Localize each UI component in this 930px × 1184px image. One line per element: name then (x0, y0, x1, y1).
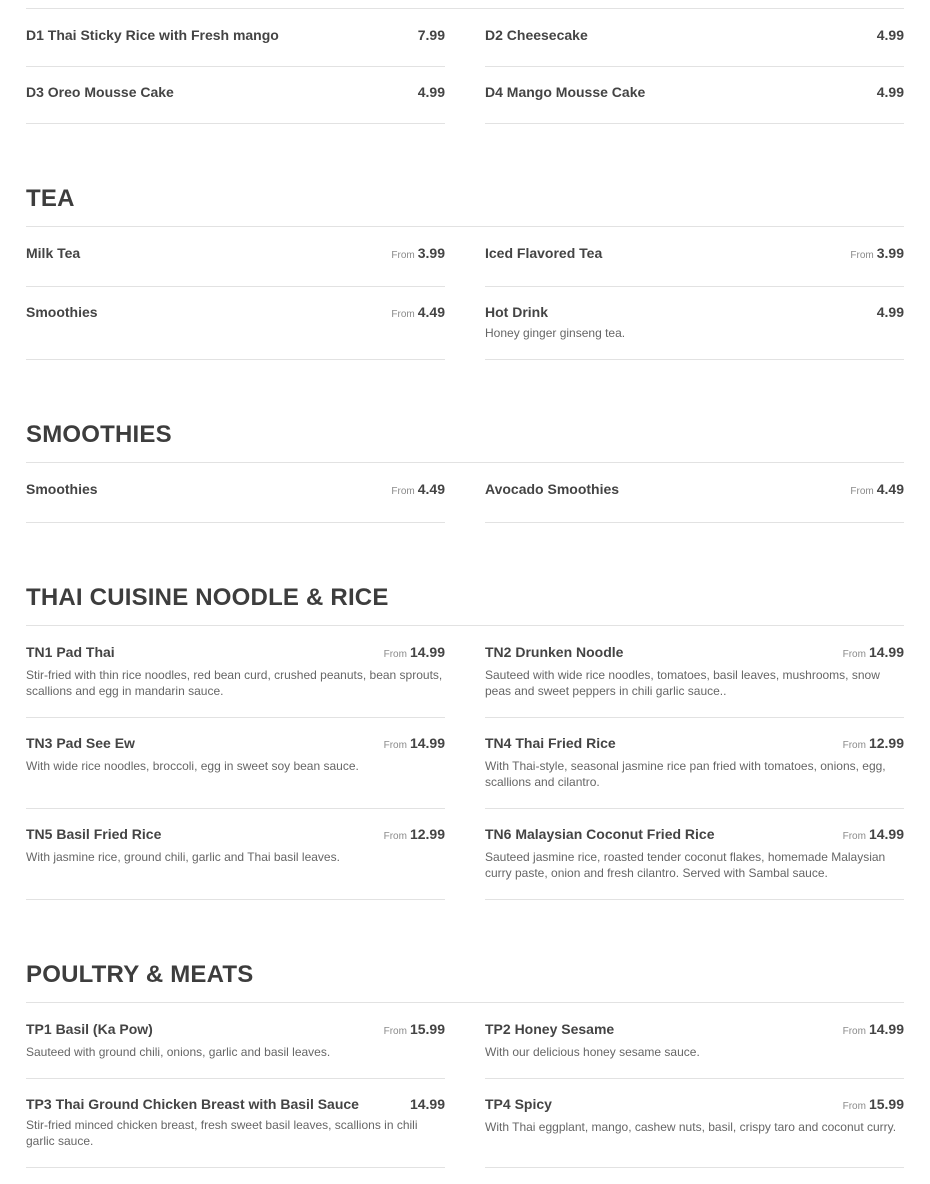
menu-item-iced-flavored-tea[interactable] (485, 244, 904, 263)
from-label: From (842, 831, 866, 842)
divider (485, 717, 904, 718)
item-price: 4.49 (876, 481, 904, 497)
menu-item-smoothies[interactable] (26, 480, 445, 499)
menu-item-milk-tea[interactable] (26, 244, 445, 263)
item-name: TP2 Honey Sesame (485, 1021, 615, 1037)
item-description: With Thai eggplant, mango, cashew nuts, basil, crispy taro and coconut curry. (485, 1120, 897, 1134)
item-name: Smoothies (26, 481, 98, 497)
item-price: 14.99 (868, 1021, 904, 1037)
item-name: TN6 Malaysian Coconut Fried Rice (485, 826, 715, 842)
menu-item-tn5[interactable] (26, 825, 445, 865)
item-name: TN5 Basil Fried Rice (26, 826, 162, 842)
from-label: From (383, 1026, 407, 1037)
item-price: 4.49 (417, 481, 445, 497)
section-title-poultry-meats: POULTRY & MEATS (26, 961, 254, 988)
item-description: Sauteed jasmine rice, roasted tender coconut flakes, homemade Malaysian curry paste, onion and fresh cilantro. Served with Sambal sauce. (485, 850, 886, 880)
item-price: 7.99 (417, 27, 445, 43)
divider (485, 286, 904, 287)
item-price: 4.99 (876, 304, 904, 320)
item-description: With wide rice noodles, broccoli, egg in sweet soy bean sauce. (26, 759, 359, 773)
from-label: From (842, 740, 866, 751)
from-label: From (383, 831, 407, 842)
item-price: 3.99 (876, 245, 904, 261)
item-price: 3.99 (417, 245, 445, 261)
divider (485, 359, 904, 360)
menu-item-tn2[interactable] (485, 643, 904, 699)
divider (485, 522, 904, 523)
item-description: Stir-fried minced chicken breast, fresh sweet basil leaves, scallions in chili garlic sauce. (26, 1118, 418, 1148)
menu-item-tn3[interactable] (26, 734, 445, 774)
item-price: 14.99 (409, 644, 445, 660)
menu-item-d4[interactable] (485, 83, 904, 102)
section-divider (26, 625, 904, 626)
section-divider (26, 462, 904, 463)
item-description: Sauteed with wide rice noodles, tomatoes, basil leaves, mushrooms, snow peas and sweet peppers in chili garlic sauce.. (485, 668, 880, 698)
item-name: TN1 Pad Thai (26, 644, 115, 660)
from-label: From (383, 740, 407, 751)
item-price: 12.99 (868, 735, 904, 751)
divider (26, 717, 445, 718)
item-price: 14.99 (409, 1096, 445, 1112)
section-title-tea: TEA (26, 185, 75, 212)
divider (485, 1167, 904, 1168)
section-divider (26, 226, 904, 227)
from-label: From (383, 649, 407, 660)
from-label: From (850, 250, 874, 261)
item-name: D1 Thai Sticky Rice with Fresh mango (26, 27, 279, 43)
from-label: From (850, 486, 874, 497)
item-name: TN2 Drunken Noodle (485, 644, 624, 660)
menu-item-tn4[interactable] (485, 734, 904, 790)
item-price: 4.49 (417, 304, 445, 320)
item-price: 15.99 (868, 1096, 904, 1112)
menu-item-d1[interactable] (26, 26, 445, 45)
item-price: 14.99 (868, 826, 904, 842)
item-price: 14.99 (868, 644, 904, 660)
divider (485, 808, 904, 809)
divider (485, 899, 904, 900)
divider (26, 123, 445, 124)
divider (485, 66, 904, 67)
divider (26, 286, 445, 287)
menu-item-tn6[interactable] (485, 825, 904, 881)
from-label: From (391, 250, 415, 261)
from-label: From (391, 486, 415, 497)
divider (26, 808, 445, 809)
from-label: From (842, 1101, 866, 1112)
section-title-noodle-rice: THAI CUISINE NOODLE & RICE (26, 584, 389, 611)
item-price: 4.99 (876, 27, 904, 43)
menu-item-avocado-smoothies[interactable] (485, 480, 904, 499)
divider (485, 123, 904, 124)
menu-item-hot-drink[interactable] (485, 303, 904, 341)
item-name: D2 Cheesecake (485, 27, 588, 43)
divider (26, 1078, 445, 1079)
item-name: TN4 Thai Fried Rice (485, 735, 616, 751)
item-price: 14.99 (409, 735, 445, 751)
item-name: Smoothies (26, 304, 98, 320)
item-price: 12.99 (409, 826, 445, 842)
item-description: With jasmine rice, ground chili, garlic and Thai basil leaves. (26, 850, 340, 864)
divider (26, 899, 445, 900)
divider (485, 1078, 904, 1079)
divider (26, 66, 445, 67)
item-name: Hot Drink (485, 304, 548, 320)
item-price: 4.99 (417, 84, 445, 100)
section-title-smoothies: SMOOTHIES (26, 421, 172, 448)
item-price: 4.99 (876, 84, 904, 100)
menu-item-tp4[interactable] (485, 1095, 904, 1135)
item-description: With Thai-style, seasonal jasmine rice pan fried with tomatoes, onions, egg, scallions and cilantro. (485, 759, 886, 789)
item-description: Stir-fried with thin rice noodles, red bean curd, crushed peanuts, bean sprouts, scallions and egg in mandarin sauce. (26, 668, 443, 698)
menu-item-d2[interactable] (485, 26, 904, 45)
item-description: With our delicious honey sesame sauce. (485, 1045, 700, 1059)
item-name: D4 Mango Mousse Cake (485, 84, 646, 100)
item-description: Honey ginger ginseng tea. (485, 326, 626, 340)
menu-item-smoothies[interactable] (26, 303, 445, 322)
item-name: TP1 Basil (Ka Pow) (26, 1021, 153, 1037)
menu-item-tp1[interactable] (26, 1020, 445, 1060)
item-name: TP4 Spicy (485, 1096, 552, 1112)
from-label: From (391, 309, 415, 320)
menu-item-tp2[interactable] (485, 1020, 904, 1060)
section-divider (26, 1002, 904, 1003)
from-label: From (842, 1026, 866, 1037)
item-price: 15.99 (409, 1021, 445, 1037)
item-name: Avocado Smoothies (485, 481, 620, 497)
divider (26, 8, 904, 9)
item-name: D3 Oreo Mousse Cake (26, 84, 174, 100)
menu-item-tn1[interactable] (26, 643, 445, 699)
divider (26, 1167, 445, 1168)
item-name: TN3 Pad See Ew (26, 735, 135, 751)
menu-item-d3[interactable] (26, 83, 445, 102)
divider (26, 359, 445, 360)
menu-item-tp3[interactable] (26, 1095, 445, 1149)
divider (26, 522, 445, 523)
item-name: Milk Tea (26, 245, 81, 261)
item-description: Sauteed with ground chili, onions, garlic and basil leaves. (26, 1045, 331, 1059)
from-label: From (842, 649, 866, 660)
item-name: Iced Flavored Tea (485, 245, 603, 261)
item-name: TP3 Thai Ground Chicken Breast with Basil Sauce (26, 1096, 359, 1112)
